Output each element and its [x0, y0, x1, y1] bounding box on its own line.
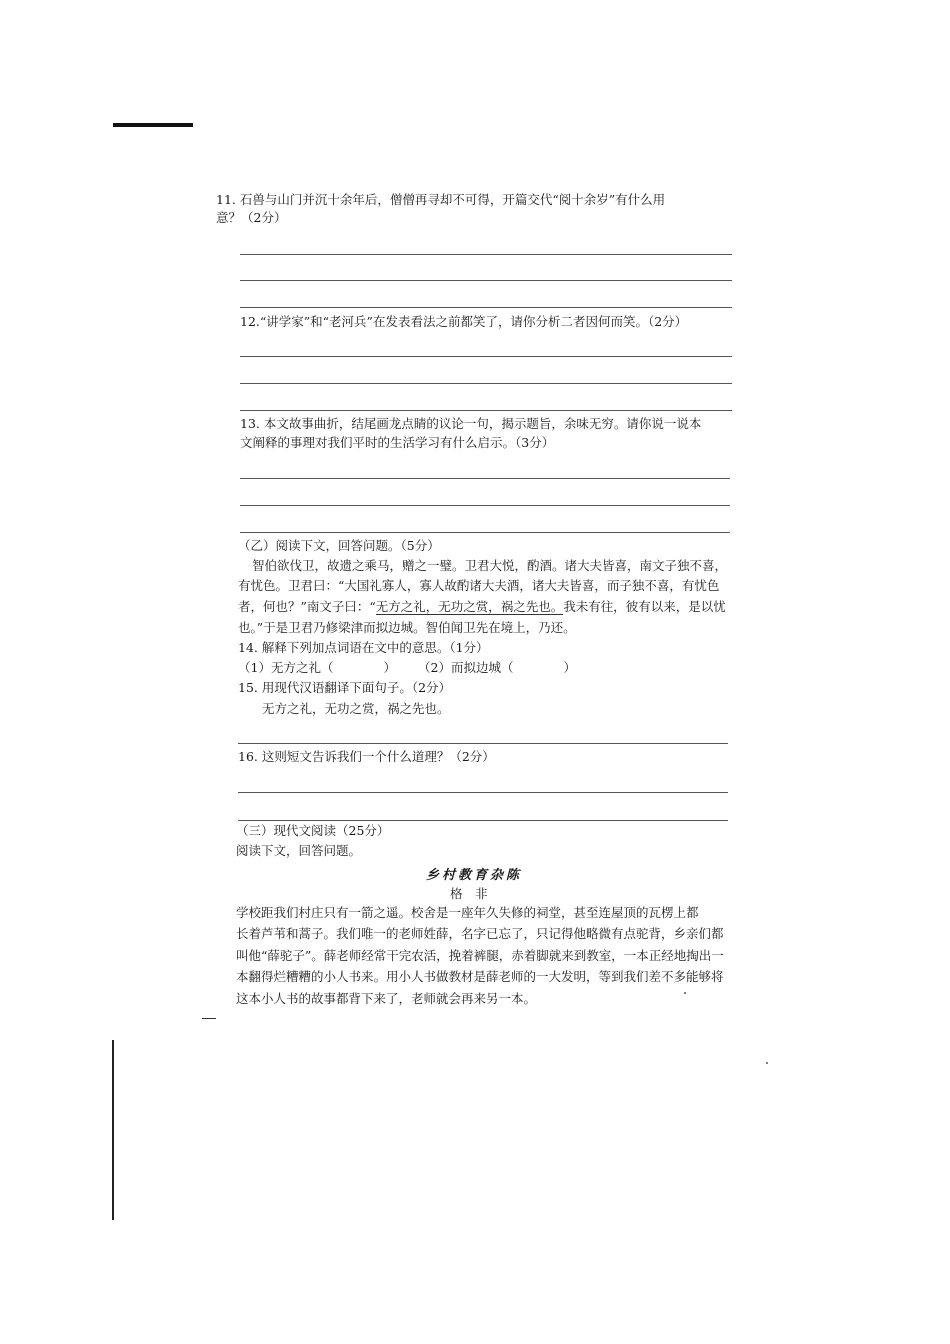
answer-line[interactable] [240, 307, 732, 308]
article-author: 格 非 [450, 886, 488, 901]
passage-line [238, 597, 726, 617]
answer-line[interactable] [240, 410, 732, 411]
answer-line[interactable] [240, 532, 730, 533]
passage-line: 也。”于是卫君乃修梁津而拟边城。智伯闻卫先在境上，乃还。 [238, 620, 576, 635]
scan-mark-top [113, 123, 193, 127]
translation-sentence: 无方之礼，无功之赏，祸之先也。 [262, 701, 450, 716]
article-paragraph-line: 学校距我们村庄只有一箭之遥。校舍是一座年久失修的祠堂，甚至连屋顶的瓦楞上都 [236, 905, 699, 920]
scan-speck [766, 1062, 768, 1064]
article-paragraph-line: 叫他“薛驼子”。薛老师经常干完农活，挽着裤腿，赤着脚就来到教室，一本正经地掏出一 [236, 948, 724, 963]
underlined-sentence: 无方之礼，无功之赏，祸之先也。 [375, 599, 564, 614]
question-text: 文阐释的事理对我们平时的生活学习有什么启示。（3分） [240, 435, 555, 450]
section-heading: （三）现代文阅读（25分） [236, 823, 390, 838]
question-text: 意？（2分） [216, 210, 287, 225]
passage-line: 有忧色。卫君曰：“大国礼寡人，寡人故酌诸大夫酒，诸大夫皆喜，而子独不喜，有忧色 [238, 578, 720, 593]
question-text: 12.“讲学家”和“老河兵”在发表看法之前都笑了，请你分析二者因何而笑。（2分） [240, 314, 688, 329]
question-item: （2）而拟边城（ ） [418, 660, 576, 675]
section-instruction: 阅读下文，回答问题。 [236, 843, 362, 858]
question-text: 13. 本文故事曲折，结尾画龙点睛的议论一句，揭示题旨，余味无穷。请你说一说本 [240, 416, 702, 431]
question-text: 15. 用现代汉语翻译下面句子。（2分） [238, 680, 452, 695]
question-item: （1）无方之礼（ ） [238, 660, 396, 675]
section-heading: （乙）阅读下文，回答问题。（5分） [238, 538, 440, 553]
scan-mark-left [112, 1040, 114, 1220]
passage-segment: 我未有往，彼有以来，是以忧 [563, 599, 726, 614]
article-paragraph-line: 本翻得烂糟糟的小人书来。用小人书做教材是薛老师的一大发明，等到我们差不多能够将 [236, 969, 724, 984]
question-text: 14. 解释下列加点词语在文中的意思。（1分） [238, 640, 489, 655]
article-paragraph-line: 这本小人书的故事都背下来了，老师就会再来另一本。 [236, 991, 537, 1006]
question-text: 16. 这则短文告诉我们一个什么道理？（2分） [238, 749, 495, 764]
question-text: 11. 石兽与山门并沉十余年后，僧僧再寻却不可得，开篇交代“阅十余岁”有什么用 [216, 192, 666, 207]
answer-line[interactable] [240, 356, 732, 357]
scan-speck [684, 992, 686, 994]
answer-line[interactable] [240, 254, 732, 255]
answer-line[interactable] [238, 743, 728, 744]
article-paragraph-line: 长着芦苇和蒿子。我们唯一的老师姓薛，名字已忘了，只记得他略微有点驼背，乡亲们都 [236, 926, 724, 941]
answer-line[interactable] [238, 792, 728, 793]
answer-line[interactable] [240, 505, 730, 506]
scan-dash [202, 1018, 216, 1019]
article-title: 乡村教育杂陈 [426, 868, 523, 883]
answer-line[interactable] [240, 478, 730, 479]
answer-line[interactable] [240, 383, 732, 384]
passage-segment: 者，何也？”南文子曰：“ [238, 599, 376, 614]
answer-line[interactable] [240, 280, 732, 281]
passage-line: 智伯欲伐卫，故遗之乘马，赠之一璧。卫君大悦，酌酒。诸大夫皆喜，南文子独不喜， [252, 558, 728, 573]
